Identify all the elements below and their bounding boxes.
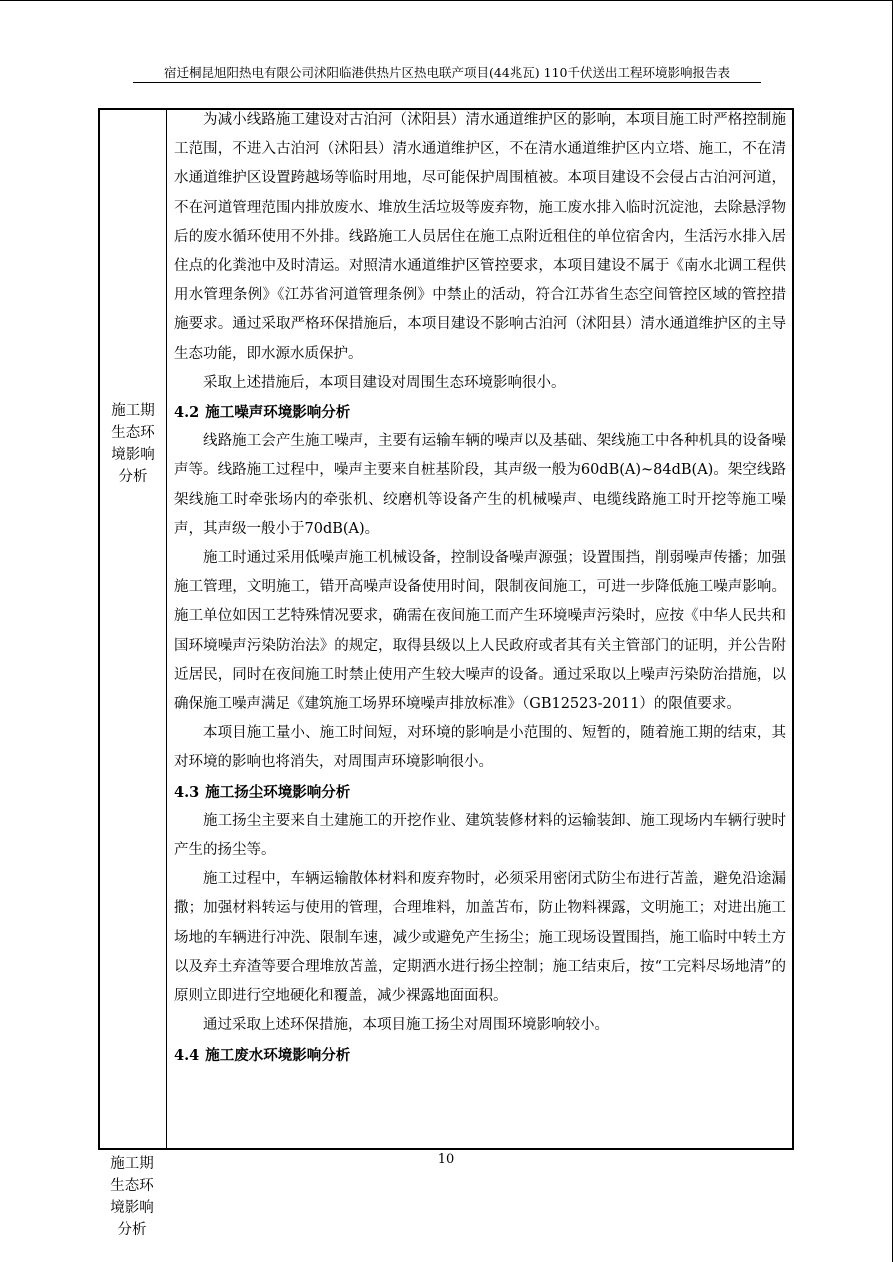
side-label-line: 施工期 <box>111 403 155 419</box>
paragraph-noise-measures: 施工时通过采用低噪声施工机械设备，控制设备噪声源强；设置围挡，削弱噪声传播；加强施工管理，文明施工，错开高噪声设备使用时间，限制夜间施工，可进一步降低施工噪声影响。施工单位如因工艺特殊情况要求，确需在夜间施工而产生环境噪声污染时，应按《中华人民共和国环境噪声污染防治法》的规定，取得县级以上人民政府或者其有关主管部门的证明，并公告附近居民，同时在夜间施工时禁止使用产生较大噪声的设备。通过采取以上噪声污染防治措施，以确保施工噪声满足《建筑施工场界环境噪声排放标准》（GB12523-2011）的限值要求。 <box>174 550 786 713</box>
section-title: 施工噪声环境影响分析 <box>205 404 351 422</box>
page-number: 10 <box>437 1152 455 1167</box>
side-label-line: 分析 <box>118 469 148 485</box>
header-rule <box>133 82 761 83</box>
overflow-label-line: 施工期 <box>110 1156 154 1172</box>
section-title: 施工扬尘环境影响分析 <box>205 783 351 801</box>
section-title: 施工废水环境影响分析 <box>205 1046 351 1064</box>
paragraph-dust-conclusion: 通过采取上述环保措施，本项目施工扬尘对周围环境影响较小。 <box>203 1017 609 1034</box>
section-number: 4.3 <box>174 783 200 801</box>
paragraph-ecology-conclusion: 采取上述措施后，本项目建设对周围生态环境影响很小。 <box>203 374 566 391</box>
overflow-label-line: 分析 <box>117 1222 147 1238</box>
side-label-line: 境影响 <box>111 447 155 463</box>
paragraph-noise-sources: 线路施工会产生施工噪声，主要有运输车辆的噪声以及基础、架线施工中各种机具的设备噪声等。线路施工过程中，噪声主要来自桩基阶段，其声级一般为60dB(A)~84dB(A)。架空线路架线施工时牵张场内的牵张机、绞磨机等设备产生的机械噪声、电缆线路施工时开挖等施工噪声，其声级一般小于70dB(A)。 <box>174 433 786 537</box>
table-column-divider <box>166 108 167 1150</box>
side-label-line: 生态环 <box>111 425 155 441</box>
page-edge-top <box>0 0 893 1</box>
paragraph-noise-conclusion: 本项目施工量小、施工时间短，对环境的影响是小范围的、短暂的，随着施工期的结束，其对环境的影响也将消失，对周围声环境影响很小。 <box>174 725 786 771</box>
paragraph-dust-measures: 施工过程中，车辆运输散体材料和废弃物时，必须采用密闭式防尘布进行苫盖，避免沿途漏撒；加强材料转运与使用的管理，合理堆料，加盖苫布，防止物料裸露，文明施工；对进出施工场地的车辆进行冲洗、限制车速，减少或避免产生扬尘；施工现场设置围挡，施工临时中转土方以及弃土弃渣等要合理堆放苫盖，定期洒水进行扬尘控制；施工结束后，按“工完料尽场地清”的原则立即进行空地硬化和覆盖，减少裸露地面面积。 <box>174 871 786 1005</box>
overflow-label-line: 生态环 <box>110 1178 154 1194</box>
content-cell <box>174 106 786 1070</box>
paragraph-clear-water-channel: 为减小线路施工建设对古泊河（沭阳县）清水通道维护区的影响，本项目施工时严格控制施工范围，不进入古泊河（沭阳县）清水通道维护区，不在清水通道维护区内立塔、施工，不在清水通道维护区设置跨越场等临时用地，尽可能保护周围植被。本项目建设不会侵占古泊河河道，不在河道管理范围内排放废水、堆放生活垃圾等废弃物，施工废水排入临时沉淀池，去除悬浮物后的废水循环使用不外排。线路施工人员居住在施工点附近租住的单位宿舍内，生活污水排入居住点的化粪池中及时清运。对照清水通道维护区管控要求，本项目建设不属于《南水北调工程供用水管理条例》《江苏省河道管理条例》中禁止的活动，符合江苏省生态空间管控区域的管控措施要求。通过采取严格环保措施后，本项目建设不影响古泊河（沭阳县）清水通道维护区的主导生态功能，即水源水质保护。 <box>174 112 786 362</box>
section-heading-4-4 <box>174 1041 786 1070</box>
paragraph-dust-sources: 施工扬尘主要来自土建施工的开挖作业、建筑装修材料的运输装卸、施工现场内车辆行驶时产生的扬尘等。 <box>174 812 786 859</box>
section-side-label <box>100 400 166 488</box>
overflow-side-label <box>98 1153 166 1241</box>
section-number: 4.2 <box>174 404 200 422</box>
section-heading-4-2 <box>174 398 786 427</box>
section-heading-4-3 <box>174 778 786 807</box>
section-number: 4.4 <box>174 1046 200 1064</box>
overflow-label-line: 境影响 <box>110 1200 154 1216</box>
report-header: 宿迁桐昆旭阳热电有限公司沭阳临港供热片区热电联产项目(44兆瓦) 110千伏送出工程环境影响报告表 <box>164 65 730 80</box>
